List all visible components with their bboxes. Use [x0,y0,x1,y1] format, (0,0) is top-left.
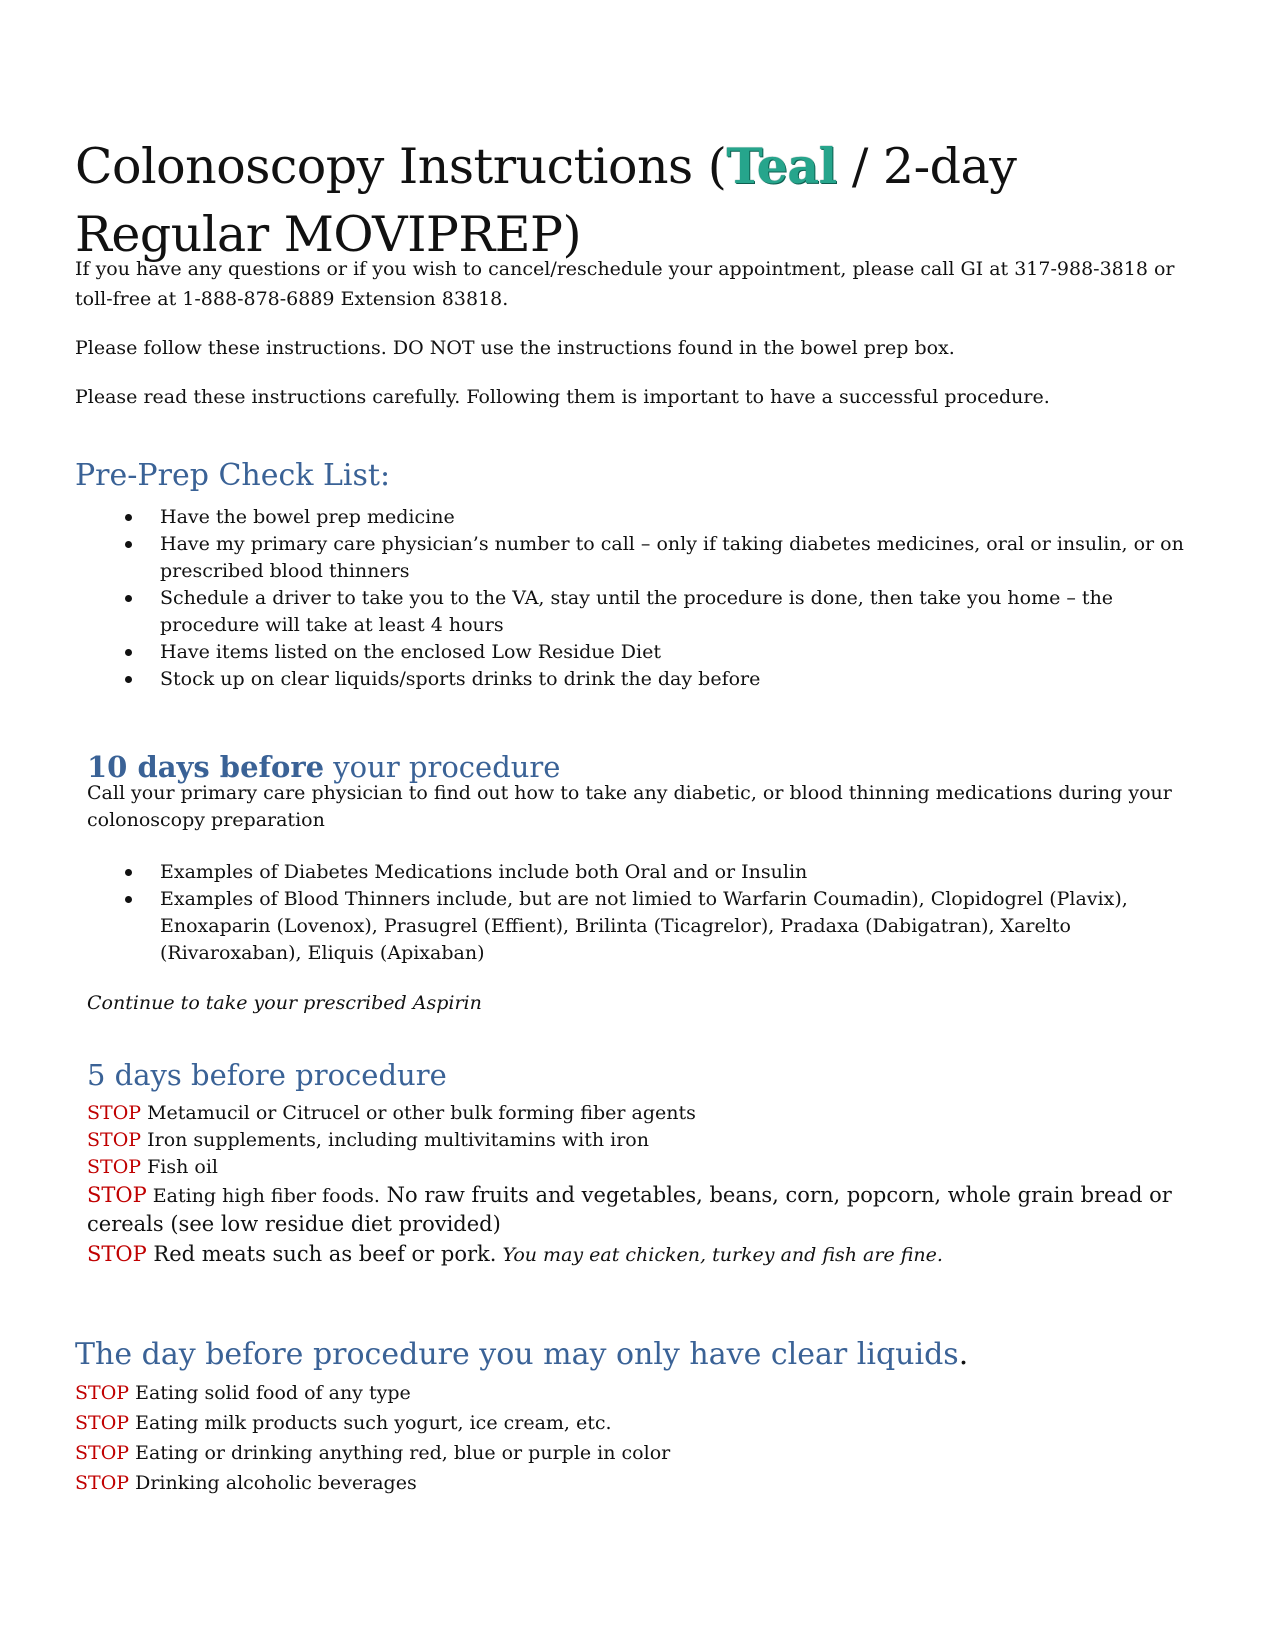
stop-label: STOP [75,1442,130,1464]
ten-days-text: Call your primary care physician to find out how to take any diabetic, or blood thinning medications during your colonoscopy preparation [87,782,1172,831]
list-item [87,1154,1212,1181]
page-title [75,132,1225,269]
stop-label: STOP [75,1382,130,1404]
list-item: Have items listed on the enclosed Low Residue Diet [160,639,1200,666]
list-item [87,1127,1212,1154]
follow-paragraph: Please follow these instructions. DO NOT use the instructions found in the bowel prep box. [75,337,955,359]
list-item: Schedule a driver to take you to the VA, stay until the procedure is done, then take you home – the procedure will take at least 4 hours [160,585,1200,639]
stop-text: Drinking alcoholic beverages [129,1472,417,1494]
day-before-heading-dot: . [958,1337,969,1372]
title-part2: / 2-day Regular MOVIPREP) [75,138,1017,263]
list-item [87,1100,1212,1127]
list-item: Examples of Diabetes Medications include both Oral and or Insulin [160,859,1200,886]
contact-paragraph: If you have any questions or if you wish to cancel/reschedule your appointment, please call GI at 317-988-3818 or toll-free at 1-888-878-6889 Extension 83818. [75,258,1175,310]
stop-text: Eating high fiber foods. [146,1185,380,1207]
list-item [87,1181,1212,1239]
five-days-heading: 5 days before procedure [87,1058,447,1092]
day-before-heading-text: The day before procedure you may only have clear liquids [75,1337,959,1372]
stop-text-large: Red meats such as beef or pork. [146,1242,497,1266]
stop-label: STOP [75,1412,130,1434]
list-item [75,1408,1215,1438]
ten-days-heading-rest: your procedure [324,750,561,784]
stop-label: STOP [87,1183,147,1207]
stop-text: Eating solid food of any type [129,1382,411,1404]
list-item: Stock up on clear liquids/sports drinks to drink the day before [160,666,1200,693]
list-item [75,1468,1215,1498]
stop-text-italic: You may eat chicken, turkey and fish are fine. [496,1244,943,1266]
ten-days-heading [87,750,560,784]
read-paragraph: Please read these instructions carefully. Following them is important to have a successful procedure. [75,386,1050,408]
stop-text: Fish oil [141,1156,218,1178]
pre-prep-heading: Pre-Prep Check List: [75,458,391,493]
day-before-stop-list [75,1378,1215,1498]
stop-text-large: No raw fruits and vegetables, beans, corn, popcorn, whole grain bread or cereals (see low residue diet provided) [87,1183,1172,1236]
list-item: Examples of Blood Thinners include, but are not limied to Warfarin Coumadin), Clopidogrel (Plavix), Enoxaparin (Lovenox), Prasugrel (Effient), Brilinta (Ticagrelor), Pradaxa (Dabigatran), Xarelto (Rivaroxaban), Eliquis (Apixaban) [160,886,1200,967]
stop-label: STOP [75,1472,130,1494]
stop-text: Iron supplements, including multivitamins with iron [141,1129,649,1151]
list-item: Have my primary care physician’s number to call – only if taking diabetes medicines, oral or insulin, or on prescribed blood thinners [160,531,1200,585]
list-item [75,1378,1215,1408]
list-item: Have the bowel prep medicine [160,504,1200,531]
pre-prep-list [160,504,1200,693]
five-days-stop-list [87,1100,1212,1270]
day-before-heading [75,1337,968,1372]
title-part1: Colonoscopy Instructions ( [75,138,727,195]
stop-text: Eating milk products such yogurt, ice cream, etc. [129,1412,612,1434]
list-item [87,1239,1212,1270]
stop-text: Eating or drinking anything red, blue or purple in color [129,1442,671,1464]
aspirin-note: Continue to take your prescribed Aspirin [87,992,482,1014]
ten-days-heading-bold: 10 days before [87,750,325,784]
stop-label: STOP [87,1242,147,1266]
stop-label: STOP [87,1156,142,1178]
stop-label: STOP [87,1102,142,1124]
list-item [75,1438,1215,1468]
title-teal-word: Teal [726,137,837,195]
medication-examples-list [160,859,1200,967]
stop-label: STOP [87,1129,142,1151]
stop-text: Metamucil or Citrucel or other bulk forming fiber agents [141,1102,696,1124]
